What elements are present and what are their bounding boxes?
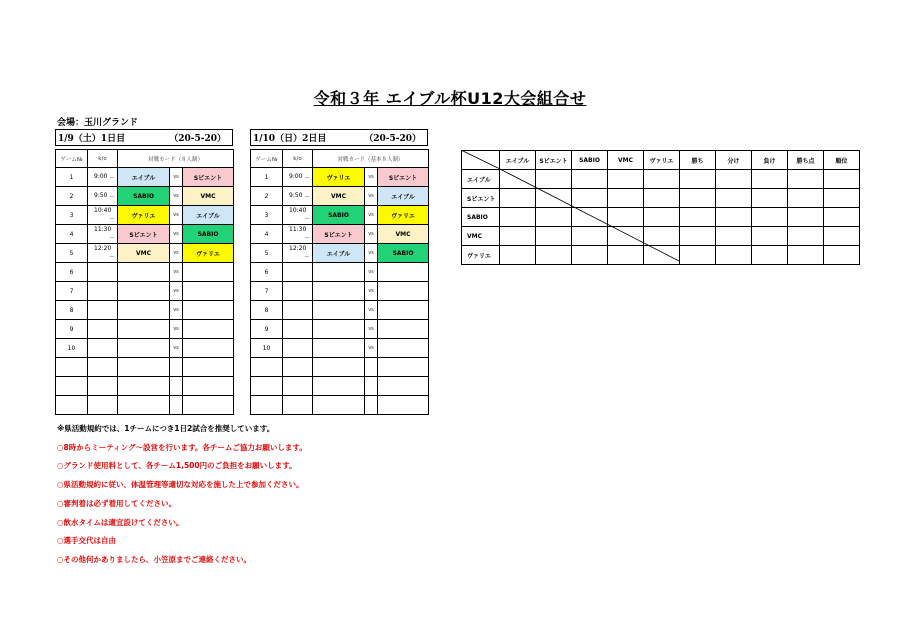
result-cell — [572, 227, 608, 246]
away-team — [378, 320, 429, 339]
result-cell — [500, 208, 536, 227]
match-row — [251, 187, 429, 206]
kickoff-time — [88, 377, 118, 396]
corner-cell — [462, 151, 500, 170]
vs-label: vs — [365, 320, 378, 339]
kickoff-time — [88, 396, 118, 415]
dash: － — [303, 254, 310, 261]
kickoff-time — [88, 320, 118, 339]
home-team: Sピエント — [118, 225, 170, 244]
result-cell — [608, 189, 644, 208]
result-cell — [824, 208, 860, 227]
team-col-header: Sピエント — [536, 151, 572, 170]
away-team — [183, 320, 234, 339]
vs-label: vs — [170, 206, 183, 225]
match-number: 4 — [56, 225, 88, 244]
match-number: 1 — [251, 168, 283, 187]
result-cell — [680, 170, 716, 189]
result-cell — [716, 227, 752, 246]
home-team — [118, 301, 170, 320]
kickoff-time — [283, 358, 313, 377]
home-team: エイブル — [118, 168, 170, 187]
kickoff-time — [283, 168, 313, 187]
result-cell — [716, 246, 752, 265]
away-team — [378, 263, 429, 282]
result-cell — [572, 246, 608, 265]
notes-list — [57, 420, 307, 570]
kickoff-value: 12:20 — [289, 245, 307, 252]
kickoff-time — [88, 225, 118, 244]
result-cell — [644, 189, 680, 208]
home-team — [118, 320, 170, 339]
result-cell — [752, 208, 788, 227]
match-number: 5 — [56, 244, 88, 263]
col-header-game: ゲーム№ — [56, 150, 88, 168]
away-team — [183, 263, 234, 282]
kickoff-value: 10:40 — [289, 207, 307, 214]
kickoff-value: 9:50 — [94, 191, 108, 199]
home-team — [313, 377, 365, 396]
kickoff-time — [283, 244, 313, 263]
vs-label — [170, 358, 183, 377]
result-cell — [788, 246, 824, 265]
home-team: エイブル — [313, 244, 365, 263]
kickoff-value: 11:30 — [289, 226, 307, 233]
vs-label: vs — [170, 187, 183, 206]
match-number: 10 — [251, 339, 283, 358]
match-row — [251, 377, 429, 396]
home-team — [313, 301, 365, 320]
stat-col-header: 勝ち点 — [788, 151, 824, 170]
kickoff-time — [283, 339, 313, 358]
away-team — [378, 301, 429, 320]
result-cell — [644, 208, 680, 227]
result-cell — [500, 170, 536, 189]
vs-label: vs — [170, 320, 183, 339]
kickoff-value: 11:30 — [94, 226, 112, 233]
vs-label: vs — [365, 282, 378, 301]
col-header-ko: k/o — [88, 150, 118, 168]
result-cell — [680, 208, 716, 227]
home-team — [118, 339, 170, 358]
vs-label — [170, 396, 183, 415]
team-row-header: エイブル — [462, 170, 500, 189]
home-team: ヴァリエ — [118, 206, 170, 225]
result-cell — [752, 227, 788, 246]
home-team: Sピエント — [313, 225, 365, 244]
match-number — [251, 396, 283, 415]
match-row — [251, 168, 429, 187]
result-cell — [572, 208, 608, 227]
vs-label: vs — [170, 301, 183, 320]
page-title: 令和３年 エイブル杯U12大会組合せ — [313, 89, 587, 108]
away-team: エイブル — [183, 206, 234, 225]
day1-schedule-table — [55, 149, 234, 415]
vs-label: vs — [365, 187, 378, 206]
away-team: ヴァリエ — [183, 244, 234, 263]
match-number: 3 — [251, 206, 283, 225]
league-table — [461, 150, 860, 265]
home-team — [118, 263, 170, 282]
result-cell — [752, 170, 788, 189]
match-number: 10 — [56, 339, 88, 358]
col-header-card: 対戦カード（８人制） — [118, 150, 234, 168]
match-number: 1 — [56, 168, 88, 187]
result-cell — [572, 189, 608, 208]
away-team — [183, 358, 234, 377]
vs-label: vs — [365, 263, 378, 282]
note-line: ○その他何かありましたら、小笠原までご連絡ください。 — [57, 554, 252, 564]
away-team — [378, 282, 429, 301]
kickoff-time — [88, 358, 118, 377]
result-cell — [716, 208, 752, 227]
match-number — [56, 358, 88, 377]
match-row — [56, 244, 234, 263]
day2-schedule-table — [250, 149, 429, 415]
kickoff-time — [283, 206, 313, 225]
kickoff-time — [283, 377, 313, 396]
kickoff-time — [88, 168, 118, 187]
league-row — [462, 170, 860, 189]
result-cell — [788, 227, 824, 246]
home-team — [313, 396, 365, 415]
match-row — [251, 263, 429, 282]
match-row — [56, 282, 234, 301]
match-row — [251, 206, 429, 225]
team-col-header: VMC — [608, 151, 644, 170]
kickoff-time — [283, 187, 313, 206]
dash: － — [303, 193, 310, 201]
team-row-header: Sピエント — [462, 189, 500, 208]
home-team — [118, 358, 170, 377]
away-team — [378, 358, 429, 377]
vs-label: vs — [170, 339, 183, 358]
kickoff-time — [88, 301, 118, 320]
result-cell — [644, 246, 680, 265]
home-team — [118, 396, 170, 415]
match-row — [56, 168, 234, 187]
away-team — [183, 396, 234, 415]
result-cell — [644, 170, 680, 189]
vs-label: vs — [365, 301, 378, 320]
note-line: ○審判着は必ず着用してください。 — [57, 498, 177, 508]
league-row — [462, 189, 860, 208]
away-team: SABIO — [378, 244, 429, 263]
home-team — [313, 339, 365, 358]
home-team — [313, 358, 365, 377]
note-line: ○8時からミーティング～設営を行います。各チームご協力お願いします。 — [57, 442, 307, 452]
result-cell — [680, 246, 716, 265]
match-row — [251, 320, 429, 339]
result-cell — [572, 170, 608, 189]
kickoff-time — [88, 187, 118, 206]
result-cell — [608, 227, 644, 246]
result-cell — [716, 189, 752, 208]
match-row — [56, 263, 234, 282]
home-team — [313, 282, 365, 301]
league-row — [462, 246, 860, 265]
result-cell — [608, 170, 644, 189]
match-number — [56, 377, 88, 396]
vs-label: vs — [170, 282, 183, 301]
result-cell — [788, 170, 824, 189]
venue-label: 会場：玉川グランド — [57, 118, 139, 128]
away-team — [183, 301, 234, 320]
result-cell — [788, 208, 824, 227]
match-number: 4 — [251, 225, 283, 244]
home-team — [118, 282, 170, 301]
match-row — [56, 396, 234, 415]
vs-label: vs — [365, 206, 378, 225]
home-team: VMC — [313, 187, 365, 206]
day2-header — [250, 129, 428, 146]
result-cell — [536, 170, 572, 189]
result-cell — [716, 170, 752, 189]
result-cell — [608, 246, 644, 265]
match-number: 5 — [251, 244, 283, 263]
away-team: エイブル — [378, 187, 429, 206]
result-cell — [824, 170, 860, 189]
match-number: 6 — [56, 263, 88, 282]
home-team: SABIO — [118, 187, 170, 206]
home-team — [313, 320, 365, 339]
match-number — [251, 358, 283, 377]
team-row-header: SABIO — [462, 208, 500, 227]
kickoff-time — [88, 206, 118, 225]
away-team — [378, 339, 429, 358]
vs-label: vs — [365, 244, 378, 263]
kickoff-time — [88, 339, 118, 358]
vs-label: vs — [170, 225, 183, 244]
stat-col-header: 分け — [716, 151, 752, 170]
dash: － — [108, 254, 115, 261]
result-cell — [680, 189, 716, 208]
match-number: 3 — [56, 206, 88, 225]
home-team — [313, 263, 365, 282]
day2-date: 1/10（日）2日目 — [253, 134, 327, 144]
note-line: ○グランド使用料として、各チーム1,500円のご負担をお願いします。 — [57, 461, 297, 471]
kickoff-value: 9:50 — [289, 191, 303, 199]
match-number: 8 — [56, 301, 88, 320]
vs-label: vs — [170, 244, 183, 263]
match-number — [56, 396, 88, 415]
kickoff-time — [283, 225, 313, 244]
match-number: 8 — [251, 301, 283, 320]
kickoff-time — [283, 396, 313, 415]
result-cell — [500, 189, 536, 208]
away-team: VMC — [183, 187, 234, 206]
dash: － — [303, 174, 310, 182]
away-team — [183, 339, 234, 358]
home-team: VMC — [118, 244, 170, 263]
kickoff-time — [88, 282, 118, 301]
vs-label: vs — [365, 168, 378, 187]
result-cell — [608, 208, 644, 227]
match-row — [251, 244, 429, 263]
away-team — [378, 396, 429, 415]
match-row — [251, 225, 429, 244]
result-cell — [824, 189, 860, 208]
match-row — [56, 301, 234, 320]
match-number: 7 — [251, 282, 283, 301]
kickoff-time — [283, 263, 313, 282]
result-cell — [788, 189, 824, 208]
away-team: SABIO — [183, 225, 234, 244]
result-cell — [824, 227, 860, 246]
day1-header — [55, 129, 233, 146]
match-row — [56, 225, 234, 244]
vs-label — [365, 377, 378, 396]
dash: － — [108, 193, 115, 201]
result-cell — [536, 208, 572, 227]
team-col-header: SABIO — [572, 151, 608, 170]
away-team — [183, 282, 234, 301]
kickoff-value: 10:40 — [94, 207, 112, 214]
vs-label: vs — [170, 263, 183, 282]
result-cell — [752, 189, 788, 208]
away-team — [378, 377, 429, 396]
kickoff-time — [88, 244, 118, 263]
team-col-header: エイブル — [500, 151, 536, 170]
match-number: 2 — [56, 187, 88, 206]
result-cell — [536, 246, 572, 265]
away-team: Sピエント — [183, 168, 234, 187]
kickoff-time — [283, 282, 313, 301]
stat-col-header: 順位 — [824, 151, 860, 170]
stat-col-header: 勝ち — [680, 151, 716, 170]
match-number: 9 — [251, 320, 283, 339]
match-number: 7 — [56, 282, 88, 301]
away-team — [183, 377, 234, 396]
vs-label — [365, 358, 378, 377]
match-number: 6 — [251, 263, 283, 282]
kickoff-value: 9:00 — [94, 172, 108, 180]
day1-time-format: （20-5-20） — [169, 134, 226, 144]
day1-date: 1/9（土）1日目 — [58, 134, 126, 144]
away-team: ヴァリエ — [378, 206, 429, 225]
result-cell — [536, 227, 572, 246]
vs-label — [170, 377, 183, 396]
match-row — [56, 377, 234, 396]
note-line: ○選手交代は自由 — [57, 536, 117, 546]
day2-time-format: （20-5-20） — [364, 134, 421, 144]
dash: － — [108, 235, 115, 242]
team-row-header: ヴァリエ — [462, 246, 500, 265]
result-cell — [824, 246, 860, 265]
match-row — [56, 187, 234, 206]
match-row — [251, 339, 429, 358]
home-team — [118, 377, 170, 396]
kickoff-time — [283, 320, 313, 339]
home-team: SABIO — [313, 206, 365, 225]
result-cell — [500, 246, 536, 265]
league-row — [462, 208, 860, 227]
team-row-header: VMC — [462, 227, 500, 246]
match-row — [251, 282, 429, 301]
kickoff-value: 9:00 — [289, 172, 303, 180]
vs-label — [365, 396, 378, 415]
stat-col-header: 負け — [752, 151, 788, 170]
result-cell — [680, 227, 716, 246]
vs-label: vs — [365, 225, 378, 244]
result-cell — [752, 246, 788, 265]
result-cell — [644, 227, 680, 246]
kickoff-time — [88, 263, 118, 282]
dash: － — [303, 216, 310, 223]
dash: － — [108, 174, 115, 182]
col-header-card: 対戦カード（基本８人制） — [313, 150, 429, 168]
result-cell — [500, 227, 536, 246]
kickoff-time — [283, 301, 313, 320]
match-number: 2 — [251, 187, 283, 206]
col-header-game: ゲーム№ — [251, 150, 283, 168]
match-row — [56, 358, 234, 377]
col-header-ko: k/o — [283, 150, 313, 168]
match-row — [251, 358, 429, 377]
dash: － — [303, 235, 310, 242]
away-team: Sピエント — [378, 168, 429, 187]
match-row — [251, 301, 429, 320]
vs-label: vs — [170, 168, 183, 187]
result-cell — [536, 189, 572, 208]
home-team: ヴァリエ — [313, 168, 365, 187]
note-line: ※県活動規約では、1チームにつき1日2試合を推奨しています。 — [57, 424, 275, 433]
kickoff-value: 12:20 — [94, 245, 112, 252]
match-row — [56, 339, 234, 358]
match-row — [56, 206, 234, 225]
match-number: 9 — [56, 320, 88, 339]
away-team: VMC — [378, 225, 429, 244]
note-line: ○県活動規約に従い、体温管理等適切な対応を施した上で参加ください。 — [57, 480, 304, 490]
note-line: ○飲水タイムは適宜設けてください。 — [57, 517, 184, 527]
match-row — [251, 396, 429, 415]
dash: － — [108, 216, 115, 223]
league-row — [462, 227, 860, 246]
match-row — [56, 320, 234, 339]
match-number — [251, 377, 283, 396]
vs-label: vs — [365, 339, 378, 358]
team-col-header: ヴァリエ — [644, 151, 680, 170]
